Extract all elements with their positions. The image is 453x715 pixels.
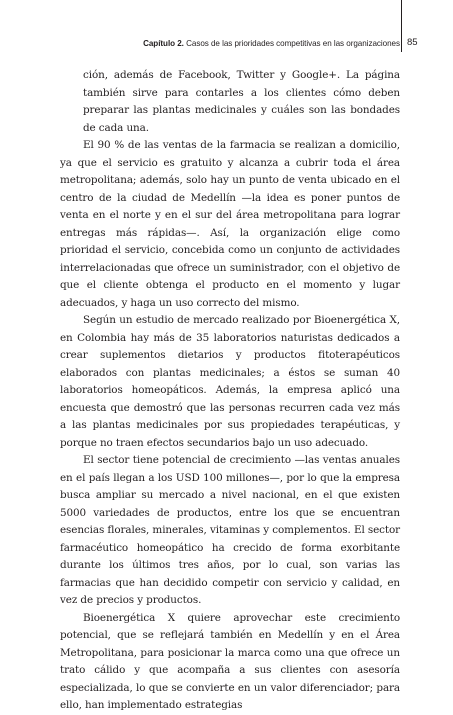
paragraph-home-delivery: El 90 % de las ventas de la farmacia se realizan a domicilio, ya que el servicio es gratuito y alcanza a cubrir toda el área metropolitana; además, solo hay un punto de venta ubicado en el centro de la ciudad de Medellín —la idea es poner puntos de venta en el norte y en el sur del área metropolitana para lograr entregas más rápidas—. Así, la organización elige como prioridad el servicio, concebida como un conjunto de actividades interrelacionadas que ofrece un suministrador, con el objetivo de que el cliente obtenga el producto en el momento y lugar adecuados, y haga un uso correcto del mismo.	[60, 139, 400, 309]
running-header	[60, 38, 400, 49]
body-text	[60, 67, 400, 715]
chapter-title: Casos de las prioridades competitivas en las organizaciones	[186, 39, 400, 48]
paragraph-sector-growth: El sector tiene potencial de crecimiento —las ventas anuales en el país llegan a los USD 100 millones—, por lo que la empresa busca ampliar su mercado a nivel nacional, en el que existen 5000 variedades de productos, entre los que se encuentran esencias florales, minerales, vitaminas y complementos. El sector farmacéutico homeopático ha crecido de forma exorbitante durante los últimos tres años, por lo cual, son varias las farmacias que han decidido competir con servicio y calidad, en vez de precios y productos.	[60, 454, 400, 606]
header-divider	[401, 0, 402, 52]
paragraph-brand-positioning: Bioenergética X quiere aprovechar este crecimiento potencial, que se reflejará también en Medellín y en el Área Metropolitana, para posicionar la marca como una que ofrece un trato cálido y que acompaña a sus clientes con asesoría especializada, lo que se convierte en un valor diferenciador; para ello, han implementado estrategias	[60, 611, 400, 711]
paragraph-continuation: ción, además de Facebook, Twitter y Google+. La página también sirve para contarles a los clientes cómo deben preparar las plantas medicinales y cuáles son las bondades de cada una.	[83, 69, 400, 134]
paragraph-market-study: Según un estudio de mercado realizado por Bioenergética X, en Colombia hay más de 35 laboratorios naturistas dedicados a crear suplementos dietarios y productos fitoterapéuticos elaborados con plantas medicinales; a éstos se suman 40 laboratorios homeopáticos. Además, la empresa aplicó una encuesta que demostró que las personas recurren cada vez más a las plantas medicinales por sus propiedades terapéuticas, y porque no traen efectos secundarios bajo un uso adecuado.	[60, 314, 400, 449]
page-number: 85	[407, 37, 418, 48]
chapter-label: Capítulo 2.	[143, 39, 184, 48]
